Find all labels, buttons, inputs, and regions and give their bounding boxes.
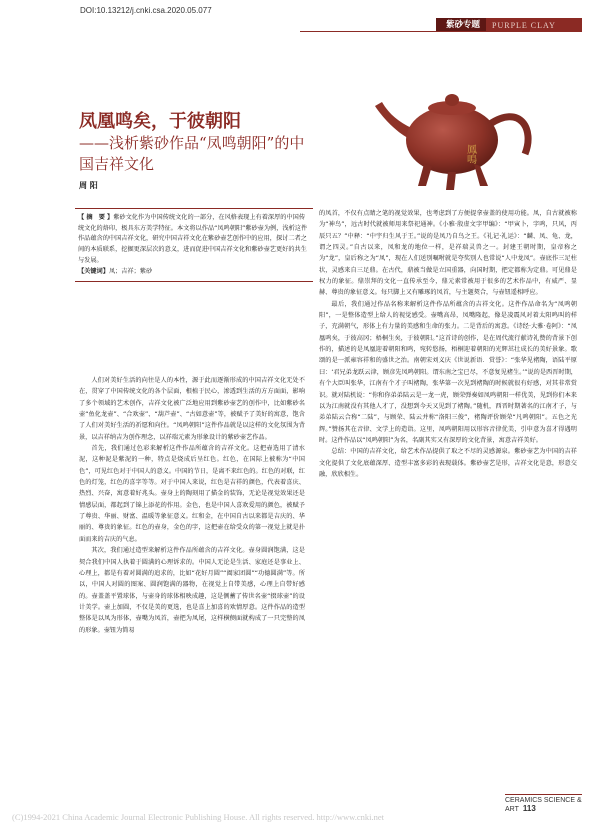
journal-name: CERAMICS SCIENCE & ART [505, 797, 582, 813]
article-title: 凤凰鸣矣，于彼朝阳 [79, 111, 241, 132]
abstract-text [78, 213, 310, 267]
body-column-right [319, 208, 577, 480]
abstract-box [75, 208, 313, 282]
teapot-knob [445, 94, 459, 106]
section-tag-zh: 紫砂专题 [436, 18, 486, 32]
abstract-body: 紫砂文化作为中国传统文化的一部分，在风格表现上有着深厚的中国传统文化的烙印，极具东方美学特征。本文将以作品“凤鸣朝阳”紫砂壶为例，浅析这件作品蕴含的中国吉祥文化，研究中国吉祥文化在紫砂壶艺创作中的应用，探讨二者之间的本质联系，挖掘更深层次的意义，进而促进中国吉祥文化和紫砂壶艺更好的共生与发展。 [78, 214, 308, 264]
body-paragraph: 首先，我们通过色彩来解析这件作品所蕴含的吉祥文化。这把壶选用了清水泥，这种泥是紫泥的一种，特点是烧成后呈红色。红色，在国际上被称为“中国色”，可见红色对于中国人的意义。中国的节日，是离不来红色的。红色的对联，红色的灯笼，红色的喜字等等。对于中国人来说，红色是吉祥的颜色，代表着喜庆、热烈、兴奋，寓意着好兆头。壶身上的陶刻用了描金的装饰，无论是视觉效果还是情感层面，都起到了锦上添花的作用。金色，也是中国人喜欢爱用的颜色，被赋予了尊贵、华丽、财富、温暖等象征意义。红和金，在中国自古以来都是吉庆的、华丽的、尊贵的象征。红色的壶身，金色的字，这把壶在给受众的第一视觉上就是扑面而来的吉庆的气息。 [79, 445, 305, 543]
article-author: 周 阳 [79, 181, 98, 190]
teapot-photo [320, 64, 582, 194]
teapot-body [406, 106, 498, 174]
footer-rule [505, 794, 582, 795]
teapot-inscription: 鳳鳴 [464, 144, 476, 164]
body-paragraph: 的凤首，不仅有点睛之笔的视觉效果，也考虑到了方便提拿壶盖的使用功能。凤，自古就被称为“神鸟”，远古时代就被师用来祭祀通神。《小雅·殷虚文字甲编》：“甲寅卜，字鸣，只风，丙辰只五？”中释：“中宇归生风于王。”说的是凤乃自鸟之王。《礼记·礼运》：“麟、凤、龟、龙，谓之四灵。”自古以来，凤和龙的地位一样，是祥瑞灵兽之一。封建王朝时期，皇帝称之为“龙”，皇后称之为“凤”，现在人们送别嘱咐就是夸奖别人也常说“人中龙凤”。壶底作三足柱状，灵感来自三足鼎。在古代，鼎被当做是立国重器，向国时期，把定都称为定鼎。可见鼎是权力的象征。鼎崇拜的文化一直传承至今，鼎元素常被用于很多的艺术作品中，有威严、显赫、尊贵的象征意义。每只脚上又有雕琢的凤首，与主题契合，与壶钮遥相呼应。 [319, 210, 577, 297]
section-tag [436, 18, 582, 32]
doi-label: DOI:10.13212/j.cnki.csa.2020.05.077 [80, 6, 212, 15]
page-number: 113 [522, 804, 536, 813]
keywords-line [78, 267, 310, 278]
section-tag-en: PURPLE CLAY [492, 20, 556, 30]
keywords-label: 【关键词】 [78, 267, 109, 275]
body-column-left [79, 375, 305, 636]
cnki-watermark: (C)1994-2021 China Academic Journal Electronic Publishing House. All rights reserved. http://www.cnki.net [12, 812, 384, 822]
article-subtitle: ——浅析紫砂作品“凤鸣朝阳”的中国吉祥文化 [79, 134, 305, 173]
body-paragraph: 人们对美好生活的向往是人的本性，源于此而逐渐形成的中国吉祥文化无处不在，贯穿了中国传统文化的各个层面，根植于民心，渗透到生活的方方面面，影响了多个领域的艺术创作，吉祥文化被广泛地应用到紫砂壶艺的创作中，比如紫砂名壶“鱼化龙壶”、“合欢壶”、“葫芦壶”、“古如意壶”等，被赋予了美好的寓意，饱含了人们对美好生活的祈愿和向往。“凤鸣朝阳”这件作品就是以这样的文化氛围为背景，以吉祥纳吉为创作理念，以祥瑞元素为形象设计的紫砂壶艺作品。 [79, 377, 305, 441]
body-paragraph: 其次，我们通过造型来解析这件作品所蕴含的吉祥文化。壶身圆润饱满，这是契合我们中国人执着于圆满的心理诉求的。中国人无论是生活、家庭还是事业上、心理上，都是有着对圆满的追求的，比如“花好月圆”“阖家团圆”“功德圆满”等。所以，中国人对圆的图案、圆润饱满的器物，在视觉上自带美感，心理上自带好感的。壶盖盖平置球体，与壶身的球体相映成趣，这是侧蓄了传世名壶“掇球壶”的设计美学。壶上加圆，不仅是美的更选，也是喜上加喜的欢情厚意。这件作品的造型整体是以凤为形体，壶嘴为凤首，壶把为凤尾，这样横侧面就构成了一只完整的凤的形象。壶钮为简易 [79, 547, 305, 634]
page-footer [505, 797, 612, 813]
body-paragraph: 总结：中国的吉祥文化，给艺术作品提供了取之不尽的灵感源泉。紫砂壶艺为中国的吉祥文化提供了文化底蕴深厚、造型丰富多彩的表现载体。紫砂壶艺是形，吉祥文化是意，形意交融，欣欣相生。 [319, 448, 577, 478]
keywords-value: 凤；吉祥；紫砂 [108, 267, 153, 275]
body-paragraph: 最后，我们通过作品名称来解析这件作品所蕴含的吉祥文化。这件作品命名为“凤鸣朝阳”，一是整体造型上给人的视觉感受。壶嘴高昂，凤嘴隆起，像是凌震风对着太阳鸣叫的样子，充满朝气，形体上有力量的美感和生命的张力。二是背后的寓意。《诗经·大雅·卷阿》：“凤凰鸣矣，于彼高冈；梧桐生矣，于彼朝阳。”这首诗的创作，是在周代流行献诗礼赞的背景下创作的，描述的是凤凰迎着朝阳和鸣，宛转悠扬，梧桐迎着朝阳的光辉茁壮成长的美好景象。歌颂的是一派雍容祥和的盛世之治。南朝宋刘义庆《世说新语．赏誉》：“张华见褚陶，语陆平原曰：‘君兄弟龙跃云津，顾彦先凤鸣朝阳。谓东南之宝已尽，不意复见褚生。’”说的是西晋时期，有个大臣叫张华，江南有个才子叫褚陶，张华第一次见到褚陶的时候就很有好感，对其非常赏识。就对陆机说：“你和你弟弟陆云是一龙一虎，顾荣弹奏如凤鸣朝阳一样优美，见到你们本来以为江南就没有其他人才了，没想到今天又见到了褚陶。”随机，西晋时期著名的江南才子，与弟弟陆云合称“二陆”，与顾荣、陆云并称“洛阳三俊”，褚陶评价顾荣“凡鸣朝阳”。五色之光辉。”赞扬其在音律、文学上的造诣。这里，凤鸣朝阳用以形容音律优美，引申意为喜才得遇明时。这件作品以“凤鸣朝阳”为名，名副其实又有深厚的文化背景，寓意吉祥美好。 [319, 300, 577, 444]
abstract-label: 【 摘 要 】 [78, 214, 114, 221]
header-rule [300, 31, 582, 32]
